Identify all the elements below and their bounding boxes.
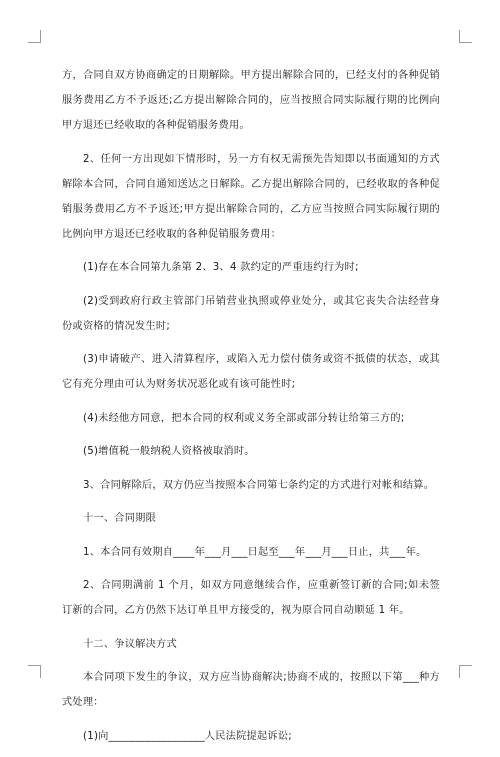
crop-mark-bottom-right — [459, 665, 472, 678]
paragraph-renewal: 2、合同期满前 1 个月，如双方同意继续合作，应重新签订新的合同;如未签订新的合同，乙方仍然下达订单且甲方接受的，视为原合同自动顺延 1 年。 — [62, 580, 440, 616]
document-body — [62, 63, 440, 757]
section-heading-term: 十一、合同期限 — [83, 513, 157, 524]
paragraph-validity-period: 1、本合同有效期自____年___月___日起至___年___月___日止，共___年。 — [83, 546, 427, 558]
crop-mark-top-right — [459, 30, 472, 43]
section-heading-dispute: 十二、争议解决方式 — [83, 638, 177, 650]
crop-mark-top-left — [28, 30, 41, 43]
list-item-4: (4)未经他方同意，把本合同的权利或义务全部或部分转让给第三方的; — [83, 412, 405, 424]
paragraph-dispute-resolution: 本合同项下发生的争议，双方应当协商解决;协商不成的，按照以下第___种方式处理： — [62, 672, 440, 708]
list-item-court: (1)向__________________人民法院提起诉讼; — [83, 730, 292, 742]
paragraph-settlement: 3、合同解除后，双方仍应当按照本合同第七条约定的方式进行对帐和结算。 — [83, 479, 435, 491]
crop-mark-bottom-left — [28, 665, 41, 678]
paragraph-termination-conditions: 2、任何一方出现如下情形时，另一方有权无需预先告知即以书面通知的方式解除本合同，合同自通知送达之日解除。乙方提出解除合同的，已经收取的各种促销服务费用乙方不予返还;甲方提出解除合同的，乙方应当按照合同实际履行期的比例向甲方退还已经收取的各种促销服务费用： — [62, 153, 440, 240]
list-item-2: (2)受到政府行政主管部门吊销营业执照或停业处分，或其它丧失合法经营身份或资格的情况发生时; — [62, 295, 440, 332]
paragraph-termination-continued: 方，合同自双方协商确定的日期解除。甲方提出解除合同的，已经支付的各种促销服务费用乙方不予返还;乙方提出解除合同的，应当按照合同实际履行期的比例向甲方退还已经收取的各种促销服务费用。 — [62, 70, 440, 131]
list-item-5: (5)增值税一般纳税人资格被取消时。 — [83, 446, 255, 457]
list-item-3: (3)申请破产、进入清算程序，或陷入无力偿付债务或资不抵债的状态，或其它有充分理由可认为财务状况恶化或有该可能性时; — [62, 354, 440, 390]
list-item-1: (1)存在本合同第九条第 2、3、4 款约定的严重违约行为时; — [83, 262, 359, 273]
